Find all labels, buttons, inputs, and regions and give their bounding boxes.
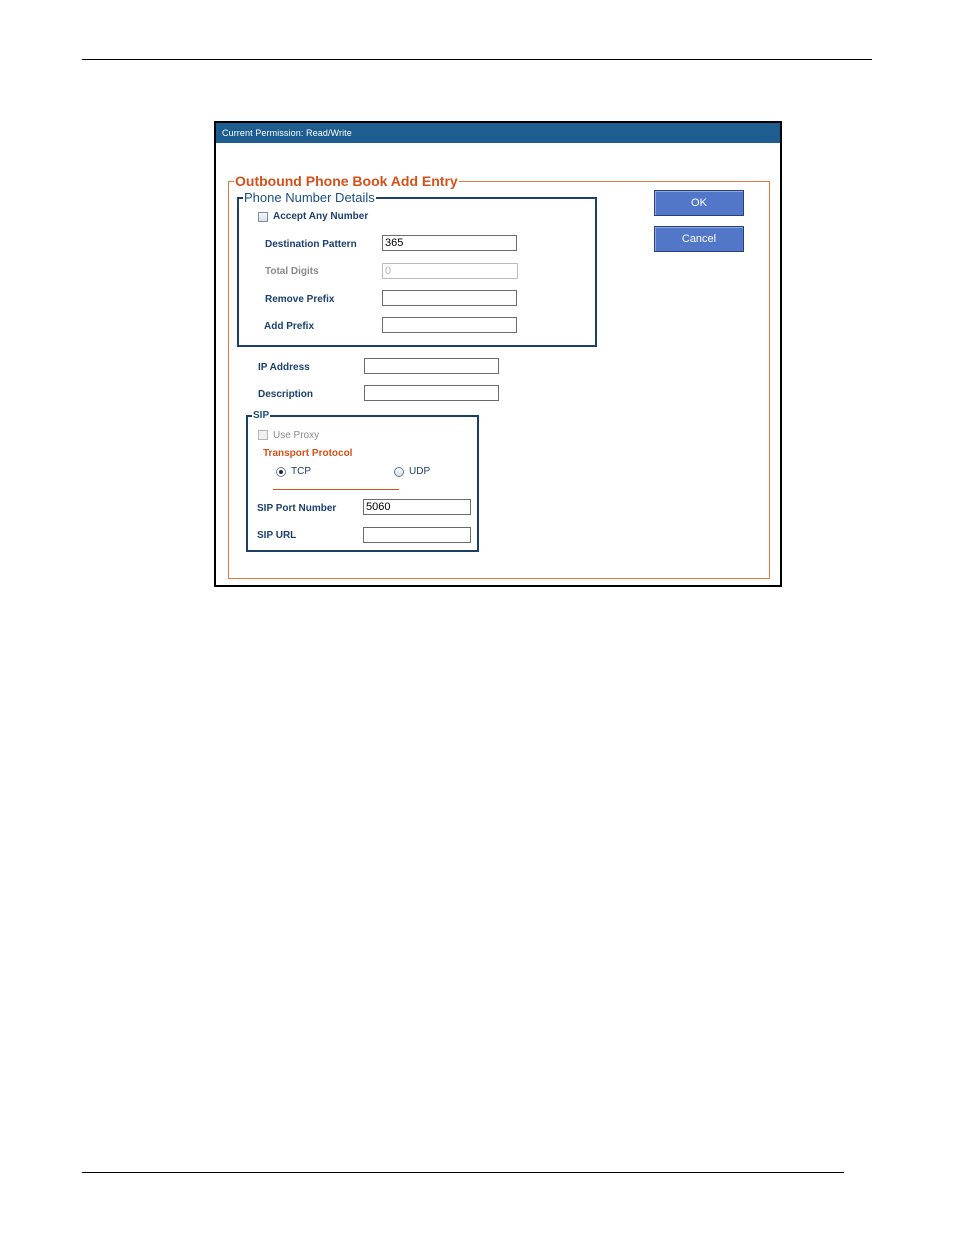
remove-prefix-label: Remove Prefix <box>265 294 335 305</box>
accept-any-number-checkbox[interactable] <box>258 212 268 222</box>
accept-any-number-label: Accept Any Number <box>273 211 369 222</box>
ok-button[interactable]: OK <box>654 190 744 216</box>
remove-prefix-input[interactable] <box>382 290 517 306</box>
permission-text: Current Permission: Read/Write <box>222 128 352 138</box>
use-proxy-checkbox[interactable] <box>258 430 268 440</box>
sip-port-input[interactable] <box>363 499 471 515</box>
sip-url-input[interactable] <box>363 527 471 543</box>
ip-address-input[interactable] <box>364 358 499 374</box>
page-rule-bottom <box>82 1172 844 1173</box>
dialog-window <box>214 121 782 587</box>
cancel-button[interactable]: Cancel <box>654 226 744 252</box>
total-digits-label: Total Digits <box>265 266 319 277</box>
destination-pattern-label: Destination Pattern <box>265 239 357 250</box>
description-label: Description <box>258 389 314 400</box>
add-prefix-input[interactable] <box>382 317 517 333</box>
use-proxy-label: Use Proxy <box>273 430 320 441</box>
title-bar <box>216 123 780 143</box>
total-digits-input <box>382 263 518 279</box>
destination-pattern-input[interactable] <box>382 235 517 251</box>
udp-label: UDP <box>409 466 431 477</box>
description-input[interactable] <box>364 385 499 401</box>
sip-port-label: SIP Port Number <box>257 503 337 514</box>
tcp-label: TCP <box>291 466 311 477</box>
tcp-radio[interactable] <box>276 467 286 477</box>
sip-url-label: SIP URL <box>257 530 297 541</box>
add-prefix-label: Add Prefix <box>264 321 315 332</box>
transport-protocol-label: Transport Protocol <box>263 448 353 459</box>
form-title: Outbound Phone Book Add Entry <box>235 173 458 189</box>
sip-legend: SIP <box>253 410 270 421</box>
udp-radio[interactable] <box>394 467 404 477</box>
radio-selected-dot <box>279 470 283 474</box>
ip-address-label: IP Address <box>258 362 310 373</box>
transport-divider <box>273 489 399 490</box>
page-rule-top <box>82 59 872 60</box>
phone-details-legend: Phone Number Details <box>244 190 375 205</box>
